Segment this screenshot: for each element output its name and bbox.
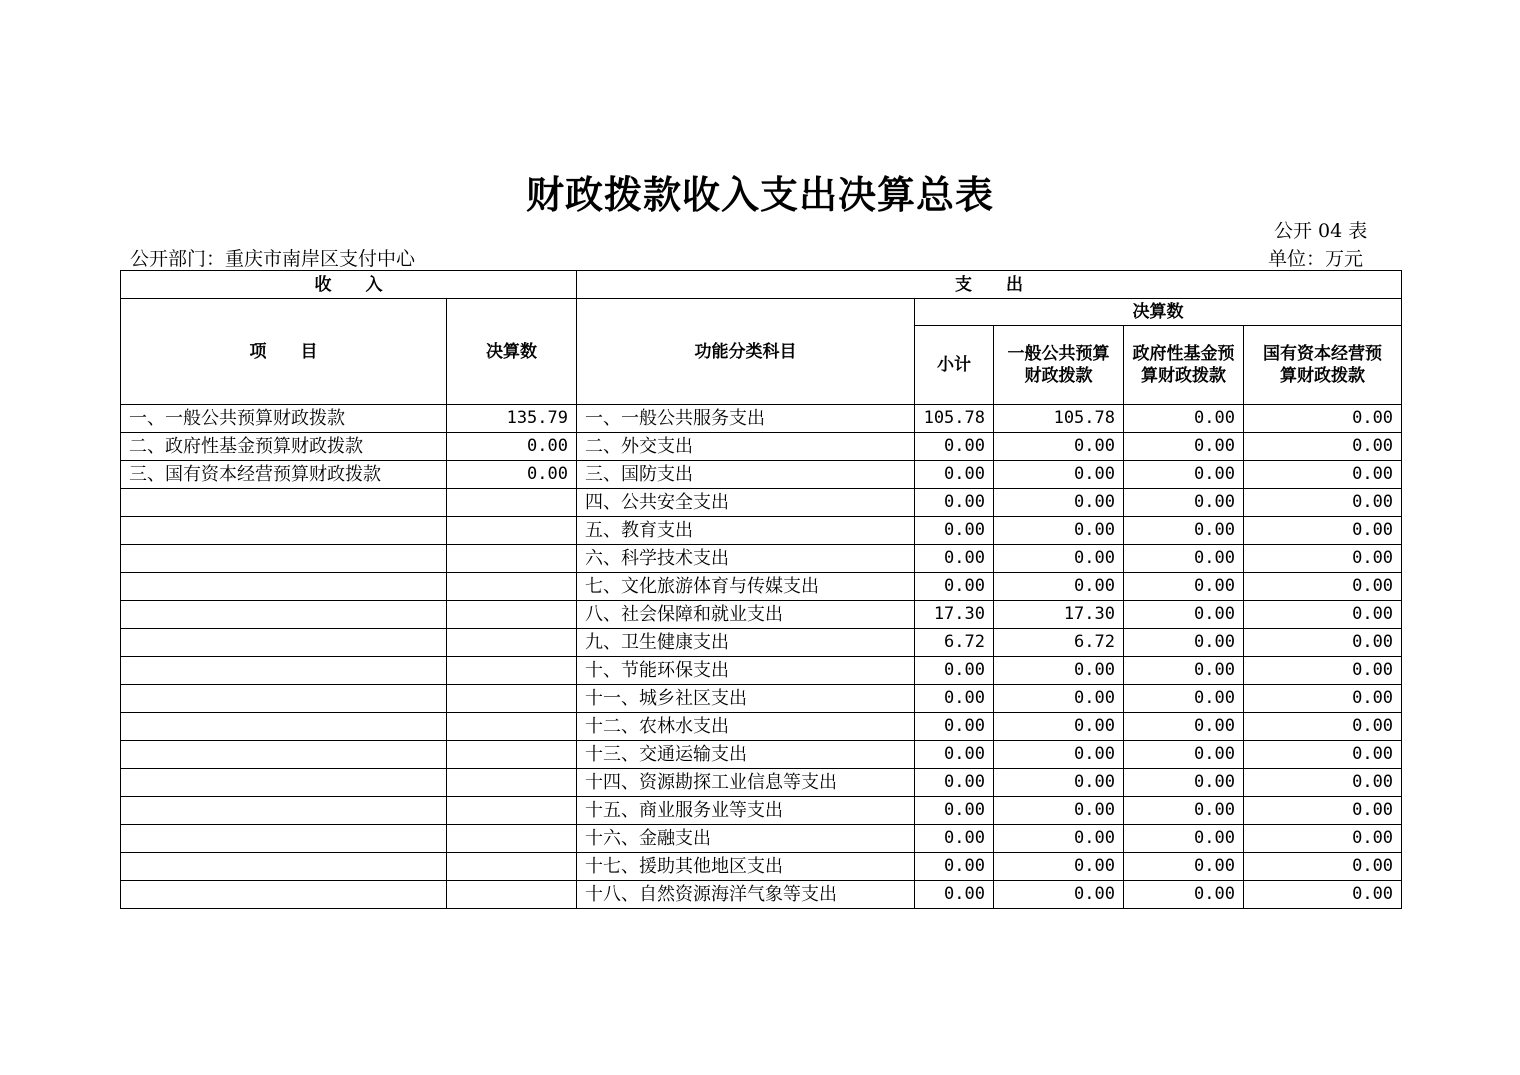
table-row	[121, 517, 1402, 545]
income-item-cell: 一、一般公共预算财政拨款	[121, 405, 447, 433]
income-amount-cell	[447, 545, 577, 573]
item-header: 项 目	[121, 299, 447, 405]
gov-fund-cell: 0.00	[1124, 741, 1244, 769]
category-cell: 六、科学技术支出	[577, 545, 915, 573]
general-budget-cell: 0.00	[994, 461, 1124, 489]
general-budget-cell: 0.00	[994, 881, 1124, 909]
general-budget-cell: 0.00	[994, 853, 1124, 881]
category-cell: 十、节能环保支出	[577, 657, 915, 685]
income-header: 收 入	[121, 271, 577, 299]
state-capital-header: 国有资本经营预算财政拨款	[1244, 326, 1402, 405]
gov-fund-cell: 0.00	[1124, 769, 1244, 797]
subtotal-cell: 0.00	[915, 517, 994, 545]
gov-fund-cell: 0.00	[1124, 433, 1244, 461]
table-row	[121, 685, 1402, 713]
income-item-cell	[121, 741, 447, 769]
category-cell: 十七、援助其他地区支出	[577, 853, 915, 881]
subtotal-header: 小计	[915, 326, 994, 405]
gov-fund-cell: 0.00	[1124, 545, 1244, 573]
income-amount-cell	[447, 797, 577, 825]
table-row	[121, 797, 1402, 825]
income-amount-cell	[447, 713, 577, 741]
general-budget-header: 一般公共预算财政拨款	[994, 326, 1124, 405]
gov-fund-cell: 0.00	[1124, 797, 1244, 825]
table-row	[121, 461, 1402, 489]
category-cell: 十五、商业服务业等支出	[577, 797, 915, 825]
state-capital-cell: 0.00	[1244, 853, 1402, 881]
table-row	[121, 405, 1402, 433]
category-cell: 十三、交通运输支出	[577, 741, 915, 769]
general-budget-cell: 17.30	[994, 601, 1124, 629]
budget-table	[120, 270, 1402, 909]
header-row-main	[121, 299, 1402, 326]
function-category-header: 功能分类科目	[577, 299, 915, 405]
category-cell: 一、一般公共服务支出	[577, 405, 915, 433]
income-amount-cell	[447, 685, 577, 713]
income-item-cell	[121, 657, 447, 685]
subtotal-cell: 0.00	[915, 797, 994, 825]
table-row	[121, 489, 1402, 517]
income-amount-cell: 0.00	[447, 461, 577, 489]
table-row	[121, 741, 1402, 769]
general-budget-cell: 0.00	[994, 433, 1124, 461]
gov-fund-cell: 0.00	[1124, 881, 1244, 909]
general-budget-cell: 0.00	[994, 517, 1124, 545]
table-row	[121, 573, 1402, 601]
income-item-cell	[121, 629, 447, 657]
subtotal-cell: 0.00	[915, 545, 994, 573]
table-row	[121, 629, 1402, 657]
table-row	[121, 433, 1402, 461]
gov-fund-cell: 0.00	[1124, 517, 1244, 545]
category-cell: 四、公共安全支出	[577, 489, 915, 517]
unit-label: 单位：万元	[1268, 248, 1364, 270]
expense-header: 支 出	[577, 271, 1402, 299]
category-cell: 十六、金融支出	[577, 825, 915, 853]
income-item-cell	[121, 881, 447, 909]
general-budget-cell: 105.78	[994, 405, 1124, 433]
subtotal-cell: 0.00	[915, 769, 994, 797]
general-budget-cell: 0.00	[994, 825, 1124, 853]
gov-fund-cell: 0.00	[1124, 853, 1244, 881]
table-row	[121, 601, 1402, 629]
income-amount-cell	[447, 825, 577, 853]
subtotal-cell: 6.72	[915, 629, 994, 657]
gov-fund-cell: 0.00	[1124, 713, 1244, 741]
income-item-cell	[121, 825, 447, 853]
state-capital-cell: 0.00	[1244, 517, 1402, 545]
subtotal-cell: 0.00	[915, 853, 994, 881]
page-title: 财政拨款收入支出决算总表	[525, 173, 994, 217]
general-budget-cell: 0.00	[994, 769, 1124, 797]
subtotal-cell: 0.00	[915, 741, 994, 769]
gov-fund-cell: 0.00	[1124, 405, 1244, 433]
income-amount-cell	[447, 601, 577, 629]
income-amount-cell: 135.79	[447, 405, 577, 433]
subtotal-cell: 0.00	[915, 461, 994, 489]
gov-fund-cell: 0.00	[1124, 489, 1244, 517]
subtotal-cell: 0.00	[915, 657, 994, 685]
table-row	[121, 545, 1402, 573]
income-amount-cell	[447, 573, 577, 601]
state-capital-cell: 0.00	[1244, 825, 1402, 853]
state-capital-cell: 0.00	[1244, 545, 1402, 573]
general-budget-cell: 6.72	[994, 629, 1124, 657]
income-amount-cell	[447, 657, 577, 685]
income-amount-cell	[447, 489, 577, 517]
income-item-cell	[121, 545, 447, 573]
gov-fund-cell: 0.00	[1124, 685, 1244, 713]
income-item-cell: 二、政府性基金预算财政拨款	[121, 433, 447, 461]
general-budget-cell: 0.00	[994, 685, 1124, 713]
gov-fund-cell: 0.00	[1124, 461, 1244, 489]
state-capital-cell: 0.00	[1244, 629, 1402, 657]
state-capital-cell: 0.00	[1244, 741, 1402, 769]
subtotal-cell: 0.00	[915, 881, 994, 909]
subtotal-cell: 0.00	[915, 685, 994, 713]
gov-fund-cell: 0.00	[1124, 601, 1244, 629]
income-item-cell	[121, 769, 447, 797]
subtotal-cell: 0.00	[915, 713, 994, 741]
state-capital-cell: 0.00	[1244, 881, 1402, 909]
subtotal-cell: 0.00	[915, 433, 994, 461]
state-capital-cell: 0.00	[1244, 461, 1402, 489]
state-capital-cell: 0.00	[1244, 797, 1402, 825]
category-cell: 九、卫生健康支出	[577, 629, 915, 657]
amount-header: 决算数	[447, 299, 577, 405]
category-cell: 八、社会保障和就业支出	[577, 601, 915, 629]
income-item-cell	[121, 685, 447, 713]
final-amount-header: 决算数	[915, 299, 1402, 326]
gov-fund-cell: 0.00	[1124, 629, 1244, 657]
general-budget-cell: 0.00	[994, 573, 1124, 601]
category-cell: 七、文化旅游体育与传媒支出	[577, 573, 915, 601]
general-budget-cell: 0.00	[994, 489, 1124, 517]
category-cell: 十二、农林水支出	[577, 713, 915, 741]
category-cell: 十一、城乡社区支出	[577, 685, 915, 713]
income-item-cell	[121, 517, 447, 545]
subtotal-cell: 17.30	[915, 601, 994, 629]
table-row	[121, 853, 1402, 881]
income-amount-cell	[447, 881, 577, 909]
income-amount-cell	[447, 517, 577, 545]
gov-fund-header: 政府性基金预算财政拨款	[1124, 326, 1244, 405]
category-cell: 十四、资源勘探工业信息等支出	[577, 769, 915, 797]
income-amount-cell	[447, 769, 577, 797]
category-cell: 十八、自然资源海洋气象等支出	[577, 881, 915, 909]
gov-fund-cell: 0.00	[1124, 573, 1244, 601]
category-cell: 五、教育支出	[577, 517, 915, 545]
department-label: 公开部门：重庆市南岸区支付中心	[130, 248, 416, 270]
state-capital-cell: 0.00	[1244, 573, 1402, 601]
table-row	[121, 657, 1402, 685]
state-capital-cell: 0.00	[1244, 489, 1402, 517]
state-capital-cell: 0.00	[1244, 657, 1402, 685]
income-item-cell	[121, 853, 447, 881]
category-cell: 三、国防支出	[577, 461, 915, 489]
subtotal-cell: 0.00	[915, 489, 994, 517]
general-budget-cell: 0.00	[994, 713, 1124, 741]
table-row	[121, 769, 1402, 797]
table-row	[121, 825, 1402, 853]
state-capital-cell: 0.00	[1244, 601, 1402, 629]
income-item-cell	[121, 797, 447, 825]
table-row	[121, 713, 1402, 741]
income-item-cell	[121, 713, 447, 741]
gov-fund-cell: 0.00	[1124, 657, 1244, 685]
state-capital-cell: 0.00	[1244, 685, 1402, 713]
income-amount-cell	[447, 741, 577, 769]
state-capital-cell: 0.00	[1244, 769, 1402, 797]
income-item-cell	[121, 489, 447, 517]
income-amount-cell	[447, 629, 577, 657]
state-capital-cell: 0.00	[1244, 433, 1402, 461]
subtotal-cell: 0.00	[915, 573, 994, 601]
income-item-cell: 三、国有资本经营预算财政拨款	[121, 461, 447, 489]
state-capital-cell: 0.00	[1244, 405, 1402, 433]
income-item-cell	[121, 573, 447, 601]
header-row-section	[121, 271, 1402, 299]
subtotal-cell: 0.00	[915, 825, 994, 853]
subtotal-cell: 105.78	[915, 405, 994, 433]
state-capital-cell: 0.00	[1244, 713, 1402, 741]
category-cell: 二、外交支出	[577, 433, 915, 461]
form-number: 公开 04 表	[1274, 220, 1368, 242]
general-budget-cell: 0.00	[994, 657, 1124, 685]
general-budget-cell: 0.00	[994, 797, 1124, 825]
general-budget-cell: 0.00	[994, 741, 1124, 769]
income-item-cell	[121, 601, 447, 629]
gov-fund-cell: 0.00	[1124, 825, 1244, 853]
income-amount-cell	[447, 853, 577, 881]
general-budget-cell: 0.00	[994, 545, 1124, 573]
income-amount-cell: 0.00	[447, 433, 577, 461]
table-row	[121, 881, 1402, 909]
